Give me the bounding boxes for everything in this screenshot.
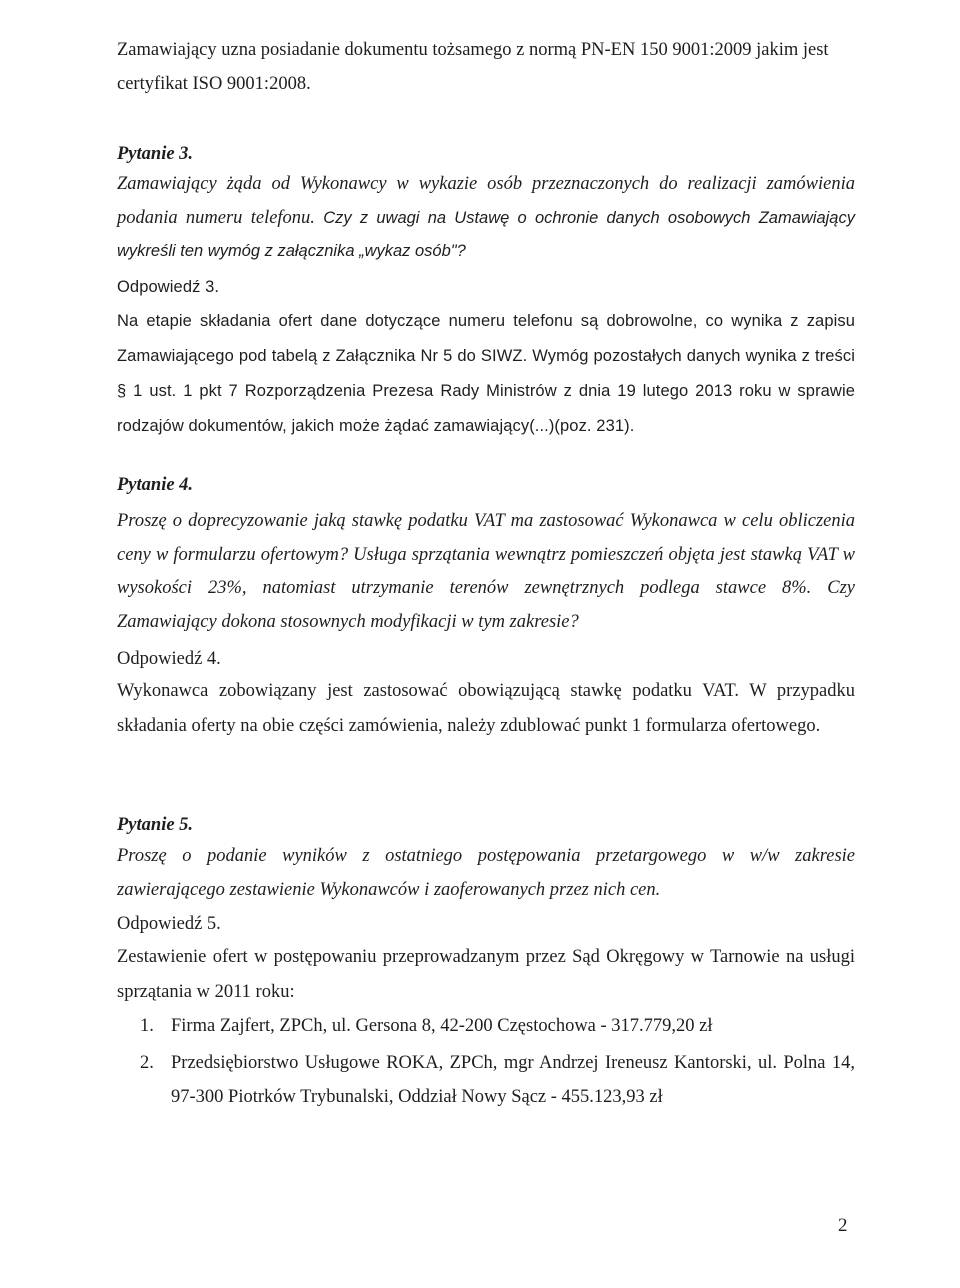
list-item-text: Przedsiębiorstwo Usługowe ROKA, ZPCh, mgr Andrzej Ireneusz Kantorski, ul. Polna 14, 97-300 Piotrków Trybunalski, Oddział Nowy Sącz - 455.123,93 zł [171, 1053, 855, 1107]
question-3-heading: Pytanie 3. [117, 144, 194, 164]
list-item-number: 2. [140, 1053, 154, 1073]
question-5-text: Proszę o podanie wyników z ostatniego postępowania przetargowego w w/w zakresie zawierającego zestawienie Wykonawców i zaoferowanych przez nich cen. [117, 846, 855, 900]
question-4-heading: Pytanie 4. [117, 475, 194, 495]
answer-3-label: Odpowiedź 3. [117, 278, 220, 296]
question-3-text-part2: Czy z uwagi na Ustawę o ochronie danych osobowych Zamawiający wykreśli ten wymóg z załącznika „wykaz osób"? [117, 208, 855, 260]
question-5-heading: Pytanie 5. [117, 815, 194, 835]
intro-paragraph: Zamawiający uzna posiadanie dokumentu tożsamego z normą PN-EN 150 9001:2009 jakim jest certyfikat ISO 9001:2008. [117, 40, 829, 94]
list-item-text: Firma Zajfert, ZPCh, ul. Gersona 8, 42-200 Częstochowa - 317.779,20 zł [171, 1016, 713, 1036]
list-item [117, 1009, 855, 1043]
question-3-text-part1: Zamawiający żąda od Wykonawcy w wykazie osób przeznaczonych do realizacji zamówienia podania numeru telefonu. [117, 174, 855, 228]
answer-5-intro: Zestawienie ofert w postępowaniu przeprowadzanym przez Sąd Okręgowy w Tarnowie na usługi sprzątania w 2011 roku: [117, 947, 855, 1002]
answer-4-label: Odpowiedź 4. [117, 649, 221, 669]
question-3-text [117, 168, 855, 269]
offers-list [117, 1009, 855, 1117]
answer-4-text: Wykonawca zobowiązany jest zastosować obowiązującą stawkę podatku VAT. W przypadku składania oferty na obie części zamówienia, należy zdublować punkt 1 formularza ofertowego. [117, 681, 855, 736]
list-item [117, 1046, 855, 1114]
page-number: 2 [838, 1215, 848, 1236]
answer-5-label: Odpowiedź 5. [117, 914, 221, 934]
question-4-text: Proszę o doprecyzowanie jaką stawkę podatku VAT ma zastosować Wykonawca w celu obliczenia ceny w formularzu ofertowym? Usługa sprzątania wewnątrz pomieszczeń objęta jest stawką VAT w wysokości 23%, natomiast utrzymanie terenów zewnętrznych podlega stawce 8%. Czy Zamawiający dokona stosownych modyfikacji w tym zakresie? [117, 511, 855, 632]
answer-3-text: Na etapie składania ofert dane dotyczące numeru telefonu są dobrowolne, co wynika z zapisu Zamawiającego pod tabelą z Załącznika Nr 5 do SIWZ. Wymóg pozostałych danych wynika z treści § 1 ust. 1 pkt 7 Rozporządzenia Prezesa Rady Ministrów z dnia 19 lutego 2013 roku w sprawie rodzajów dokumentów, jakich może żądać zamawiający(...)(poz. 231). [117, 312, 855, 435]
list-item-number: 1. [140, 1016, 154, 1036]
